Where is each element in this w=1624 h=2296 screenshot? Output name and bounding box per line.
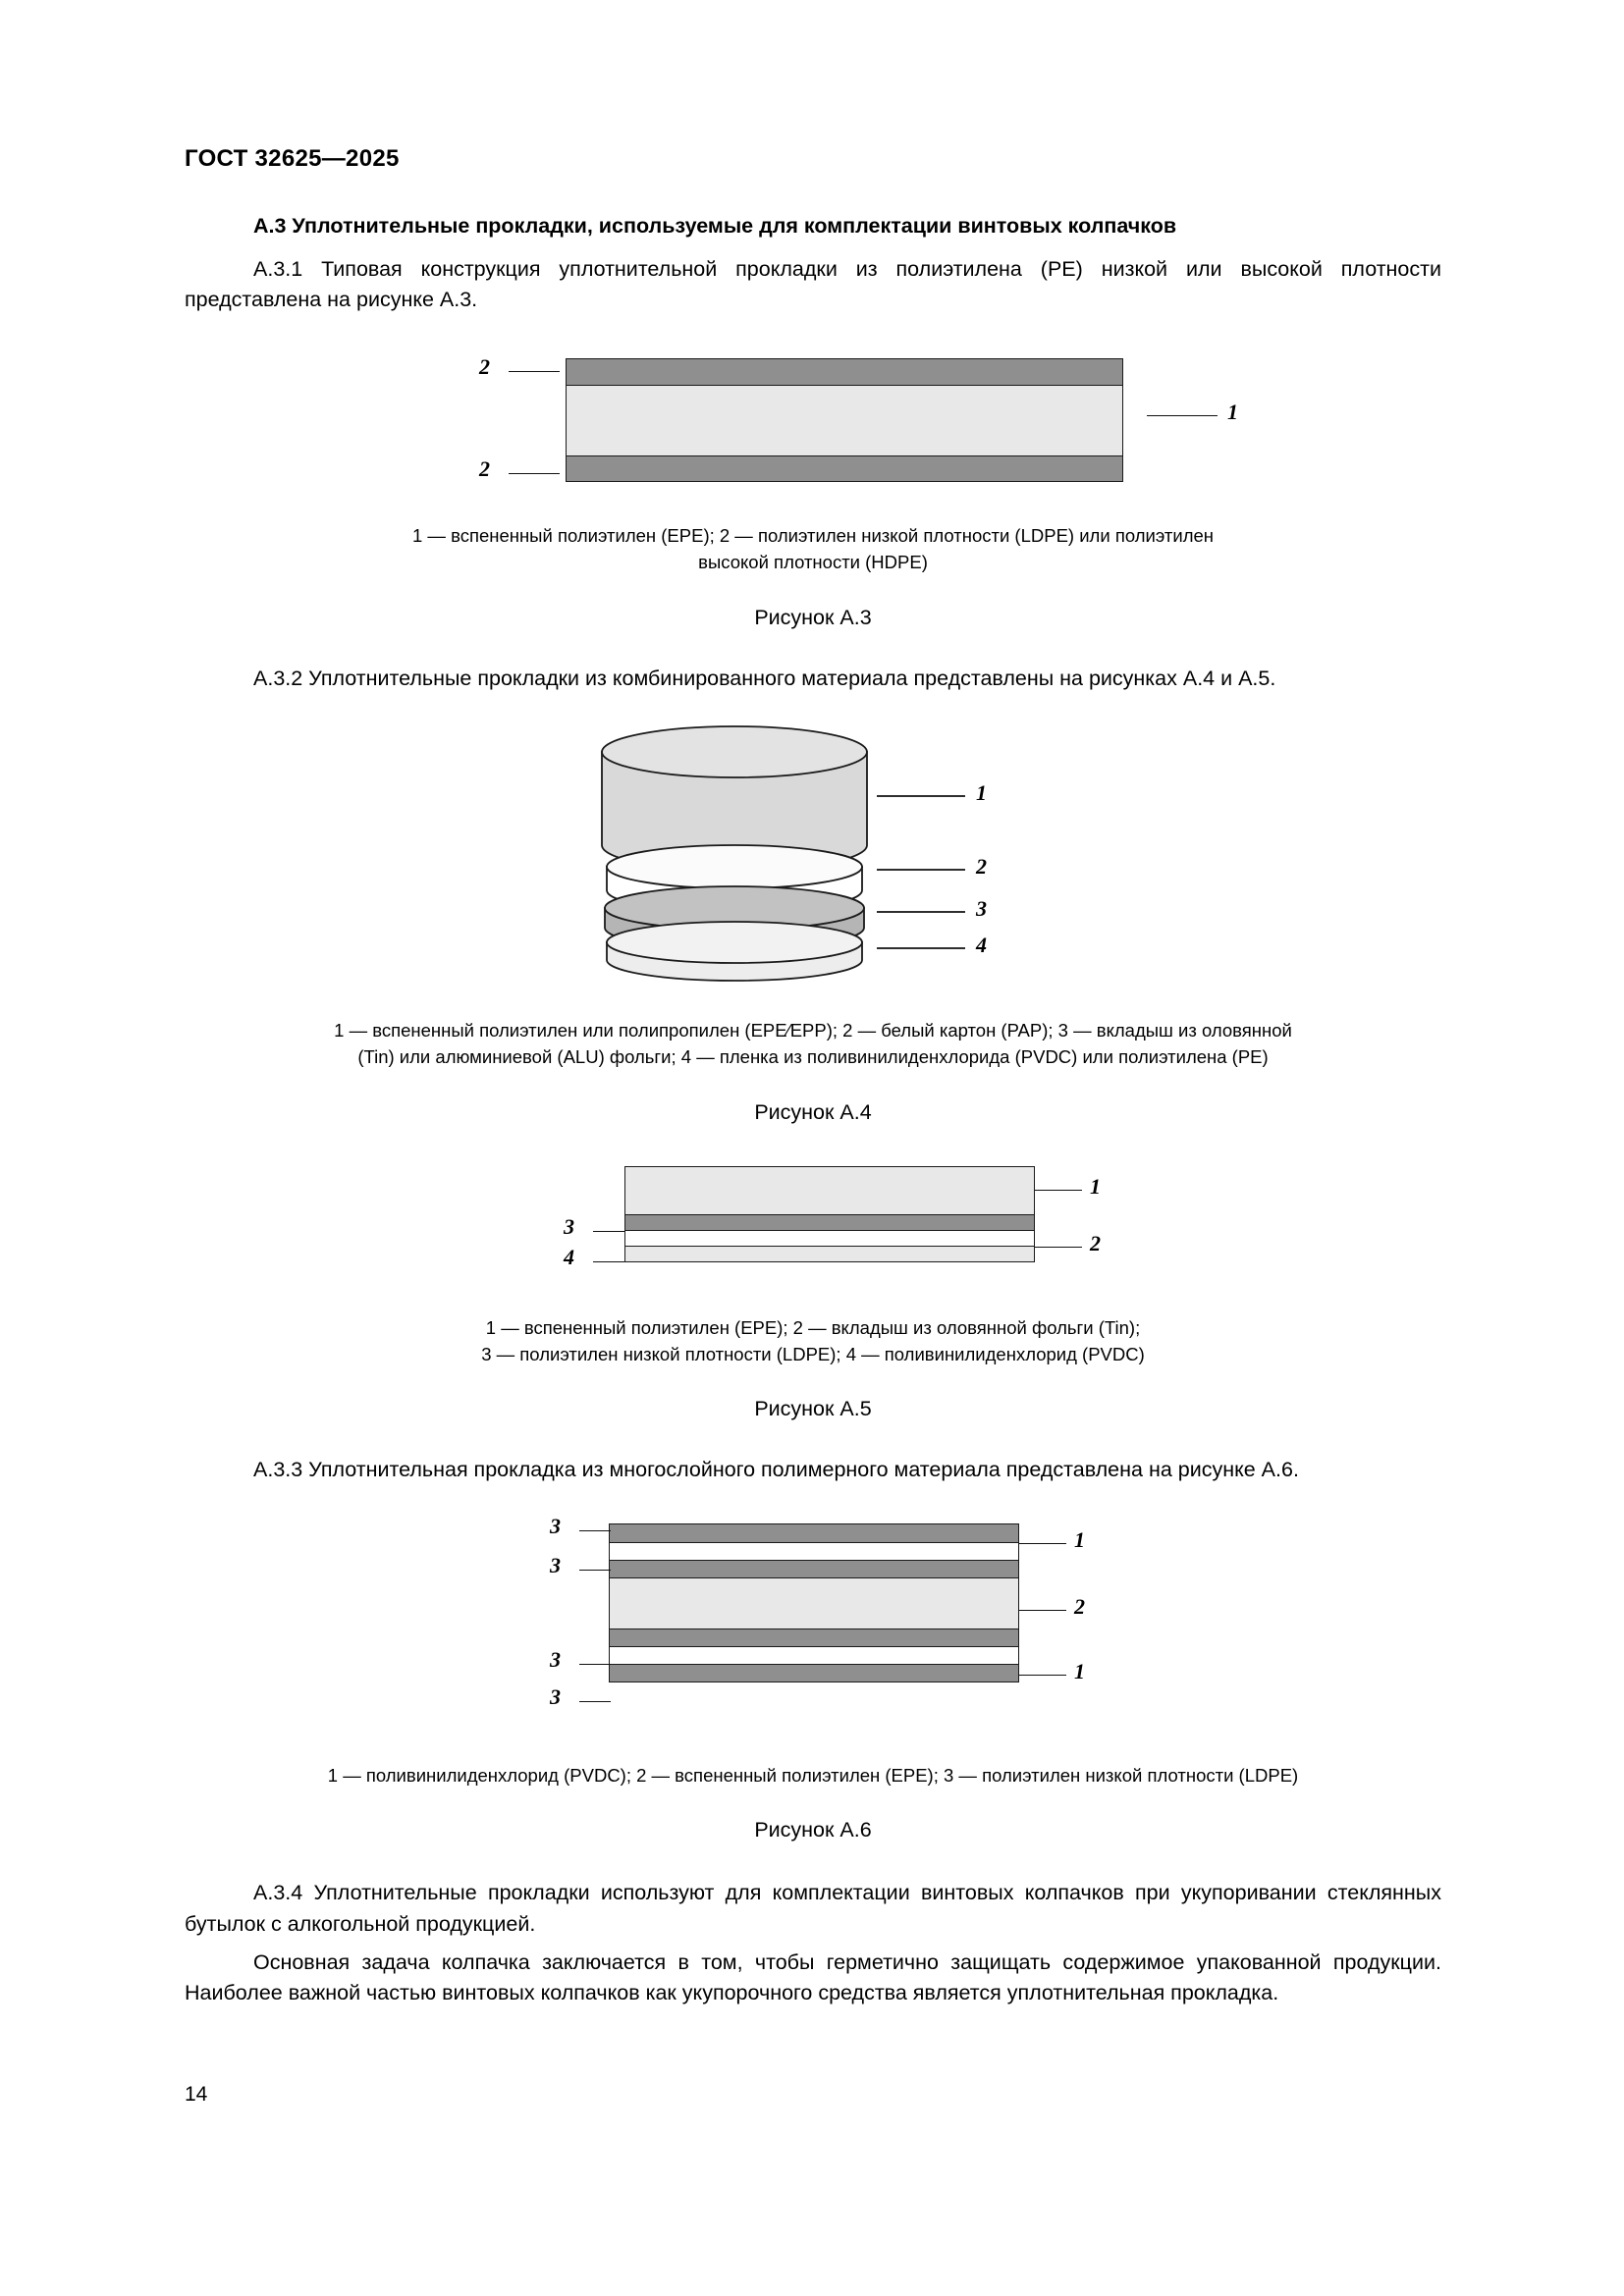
layer-ldpe-1 xyxy=(610,1524,1018,1542)
figure-a4-legend-line2: (Tin) или алюминиевой (ALU) фольги; 4 — пленка из поливинилиденхлорида (PVDC) или полиэтилена (PE) xyxy=(357,1046,1269,1068)
leader-a6-right-top xyxy=(1019,1543,1066,1544)
figure-a3-drawing xyxy=(185,341,1441,507)
page-header: ГОСТ 32625—2025 xyxy=(185,145,400,172)
page-number: 14 xyxy=(185,2083,208,2106)
callout-a6-right-top-1: 1 xyxy=(1074,1526,1085,1552)
layer-epe xyxy=(625,1167,1034,1214)
layer-ldpe-bottom xyxy=(567,455,1122,481)
leader-a5-left-3 xyxy=(593,1231,624,1232)
paragraph-a31: А.3.1 Типовая конструкция уплотнительной прокладки из полиэтилена (PE) низкой или высокой плотности представлена на рисунке А.3. xyxy=(185,257,1441,312)
figure-a3-legend-line2: высокой плотности (HDPE) xyxy=(698,552,928,573)
callout-a5-right-2: 2 xyxy=(1090,1230,1101,1255)
callout-a6-left-third-3: 3 xyxy=(550,1646,561,1672)
figure-a6-legend-line1: 1 — поливинилиденхлорид (PVDC); 2 — вспененный полиэтилен (EPE); 3 — полиэтилен низкой плотности (LDPE) xyxy=(327,1764,1299,1786)
figure-a3-title: Рисунок А.3 xyxy=(754,606,872,630)
callout-a4-2: 2 xyxy=(976,854,987,880)
leader-a6-right-bottom xyxy=(1019,1675,1066,1676)
figure-a4 xyxy=(185,718,1441,1125)
leader-a3-top xyxy=(509,371,560,372)
figure-a5-title: Рисунок А.5 xyxy=(754,1397,872,1421)
figure-a4-svg xyxy=(185,718,1441,1004)
callout-a6-right-mid-2: 2 xyxy=(1074,1593,1085,1619)
layer-epe-core xyxy=(610,1577,1018,1629)
layer-pvdc xyxy=(625,1246,1034,1261)
figure-a5-drawing xyxy=(185,1152,1441,1300)
figure-a3-stack xyxy=(566,358,1123,482)
callout-a6-right-bottom-1: 1 xyxy=(1074,1658,1085,1683)
layer-pvdc-2 xyxy=(610,1646,1018,1664)
figure-a3 xyxy=(185,341,1441,630)
layer-pvdc-1 xyxy=(610,1542,1018,1560)
figure-a6-stack xyxy=(609,1523,1019,1682)
paragraph-a34: А.3.4 Уплотнительные прокладки используют для комплектации винтовых колпачков при укупоривании стеклянных бутылок с алкогольной продукцией. xyxy=(185,1881,1441,1936)
figure-a4-drawing xyxy=(185,718,1441,1004)
callout-a4-1: 1 xyxy=(976,780,987,806)
callout-a6-left-second-3: 3 xyxy=(550,1552,561,1577)
callout-a6-left-top-3: 3 xyxy=(550,1513,561,1538)
callout-a4-4: 4 xyxy=(976,933,987,958)
callout-a4-3: 3 xyxy=(976,896,987,922)
layer-ldpe-3 xyxy=(610,1629,1018,1646)
figure-a5-stack xyxy=(624,1166,1035,1262)
leader-a6-left-top xyxy=(579,1530,611,1531)
callout-a5-left-4: 4 xyxy=(564,1244,574,1269)
layer-tin-foil xyxy=(625,1214,1034,1230)
layer-ldpe xyxy=(625,1230,1034,1246)
leader-a5-right-1 xyxy=(1035,1190,1082,1191)
figure-a3-legend-line1: 1 — вспененный полиэтилен (EPE); 2 — полиэтилен низкой плотности (LDPE) или полиэтилен xyxy=(412,525,1214,547)
figure-a4-title: Рисунок А.4 xyxy=(754,1099,872,1124)
callout-a6-left-bottom-3: 3 xyxy=(550,1683,561,1709)
figure-a5-legend-line2: 3 — полиэтилен низкой плотности (LDPE); 4 — поливинилиденхлорид (PVDC) xyxy=(481,1343,1145,1364)
figure-a6-title: Рисунок А.6 xyxy=(754,1818,872,1842)
leader-a6-right-mid xyxy=(1019,1610,1066,1611)
leader-a5-right-2 xyxy=(1035,1247,1082,1248)
leader-a3-right xyxy=(1147,415,1218,416)
leader-a6-left-bottom xyxy=(579,1701,611,1702)
figure-a6-drawing xyxy=(185,1512,1441,1747)
leader-a3-bottom xyxy=(509,473,560,474)
layer-ldpe-4 xyxy=(610,1664,1018,1682)
paragraph-a33: А.3.3 Уплотнительная прокладка из многослойного полимерного материала представлена на рисунке А.6. xyxy=(253,1458,1299,1482)
figure-a5 xyxy=(185,1152,1441,1422)
layer-ldpe-top xyxy=(567,359,1122,385)
figure-a4-legend-line1: 1 — вспененный полиэтилен или полипропилен (EPE⁄EPP); 2 — белый картон (PAP); 3 — вкладыш из оловянной xyxy=(334,1020,1292,1041)
layer-epe-core xyxy=(567,385,1122,455)
leader-a5-left-4 xyxy=(593,1261,624,1262)
callout-a3-right-1: 1 xyxy=(1227,400,1238,425)
page-content xyxy=(185,211,1441,2016)
paragraph-a32: А.3.2 Уплотнительные прокладки из комбинированного материала представлены на рисунках А.4 и А.5. xyxy=(253,667,1276,691)
callout-a5-right-1: 1 xyxy=(1090,1173,1101,1199)
section-heading: А.3 Уплотнительные прокладки, используемые для комплектации винтовых колпачков xyxy=(253,214,1177,238)
callout-a3-bottom-2: 2 xyxy=(479,456,490,482)
leader-a6-left-third xyxy=(579,1664,611,1665)
figure-a6 xyxy=(185,1512,1441,1843)
paragraph-main-task: Основная задача колпачка заключается в том, чтобы герметично защищать содержимое упакованной продукции. Наиболее важной частью винтовых колпачков как укупорочного средства является уплотнительная прокладка. xyxy=(185,1949,1441,2004)
leader-a6-left-second xyxy=(579,1570,611,1571)
figure-a5-legend-line1: 1 — вспененный полиэтилен (EPE); 2 — вкладыш из оловянной фольги (Tin); xyxy=(485,1316,1141,1338)
callout-a3-top-2: 2 xyxy=(479,354,490,380)
layer-ldpe-2 xyxy=(610,1560,1018,1577)
callout-a5-left-3: 3 xyxy=(564,1213,574,1239)
